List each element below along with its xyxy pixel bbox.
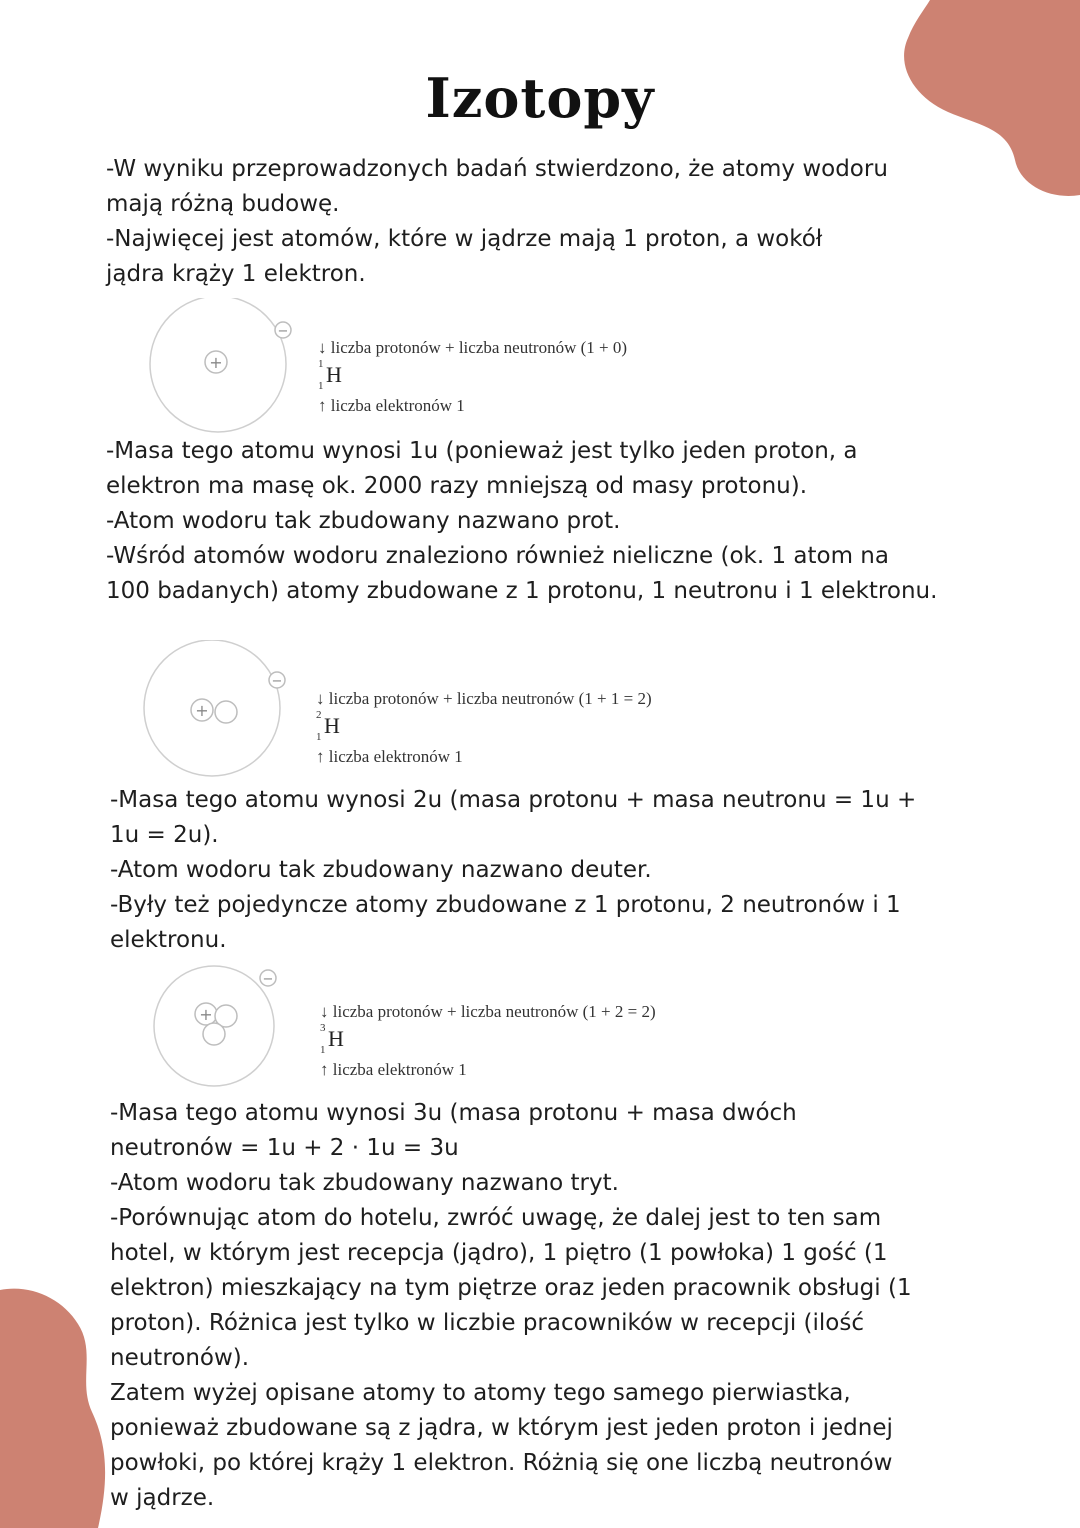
electron-icon: − <box>262 972 274 987</box>
text-line: elektron ma masę ok. 2000 razy mniejszą od masy protonu). <box>106 473 808 499</box>
notation-top-label: ↓ liczba protonów + liczba neutronów (1 + 0) <box>318 338 628 357</box>
text-line: -Porównując atom do hotelu, zwróć uwagę, że dalej jest to ten sam <box>110 1205 882 1231</box>
text-line: -W wyniku przeprowadzonych badań stwierdzono, że atomy wodoru <box>106 156 888 182</box>
tritium-atom-diagram <box>146 964 286 1094</box>
atomic-number: 1 <box>318 380 324 392</box>
isotope-symbol <box>318 358 358 398</box>
notation-bottom-label: ↑ liczba elektronów 1 <box>318 396 465 415</box>
text-line: neutronów = 1u + 2 · 1u = 3u <box>110 1135 459 1161</box>
proton-icon: + <box>199 1005 213 1024</box>
intro-paragraph <box>106 152 888 292</box>
notation-top-label: ↓ liczba protonów + liczba neutronów (1 + 1 = 2) <box>316 689 652 708</box>
neutron-icon <box>203 1023 225 1045</box>
text-line: -Masa tego atomu wynosi 2u (masa protonu + masa neutronu = 1u + <box>110 787 917 813</box>
tritium-paragraph <box>110 1096 912 1376</box>
text-line: neutronów). <box>110 1345 250 1371</box>
text-line: -Najwięcej jest atomów, które w jądrze mają 1 proton, a wokół <box>106 226 823 252</box>
atomic-number: 1 <box>316 731 322 743</box>
electron-icon: − <box>277 324 289 339</box>
text-line: -Atom wodoru tak zbudowany nazwano prot. <box>106 508 621 534</box>
text-line: -Atom wodoru tak zbudowany nazwano tryt. <box>110 1170 619 1196</box>
mass-number: 3 <box>320 1022 326 1034</box>
text-line: 1u = 2u). <box>110 822 219 848</box>
isotope-symbol <box>320 1022 360 1062</box>
text-line: -Wśród atomów wodoru znaleziono również nieliczne (ok. 1 atom na <box>106 543 889 569</box>
protium-atom-diagram <box>140 298 300 448</box>
mass-number: 2 <box>316 709 322 721</box>
deuterium-atom-diagram <box>138 640 298 790</box>
notation-bottom-label: ↑ liczba elektronów 1 <box>316 747 463 766</box>
proton-icon: + <box>195 701 209 720</box>
protium-notation <box>318 338 718 422</box>
decorative-blob-bottom-left <box>0 1288 110 1528</box>
element-symbol: H <box>326 362 342 387</box>
text-line: -Były też pojedyncze atomy zbudowane z 1 protonu, 2 neutronów i 1 <box>110 892 901 918</box>
text-line: powłoki, po której krąży 1 elektron. Różnią się one liczbą neutronów <box>110 1450 893 1476</box>
deuterium-paragraph <box>110 783 916 958</box>
text-line: mają różną budowę. <box>106 191 340 217</box>
text-line: 100 badanych) atomy zbudowane z 1 protonu, 1 neutronu i 1 elektronu. <box>106 578 938 604</box>
text-line: -Masa tego atomu wynosi 3u (masa protonu + masa dwóch <box>110 1100 797 1126</box>
neutron-icon <box>215 701 237 723</box>
text-line: w jądrze. <box>110 1485 215 1511</box>
text-line: -Masa tego atomu wynosi 1u (ponieważ jest tylko jeden proton, a <box>106 438 858 464</box>
page-title: Izotopy <box>425 66 655 130</box>
isotope-symbol <box>316 709 356 749</box>
text-line: -Atom wodoru tak zbudowany nazwano deuter. <box>110 857 652 883</box>
atomic-number: 1 <box>320 1044 326 1056</box>
tritium-notation <box>320 1002 750 1086</box>
element-symbol: H <box>328 1026 344 1051</box>
text-line: proton). Różnica jest tylko w liczbie pracowników w recepcji (ilość <box>110 1310 864 1336</box>
notation-top-label: ↓ liczba protonów + liczba neutronów (1 + 2 = 2) <box>320 1002 656 1021</box>
electron-icon: − <box>271 674 283 689</box>
conclusion-paragraph <box>110 1376 893 1516</box>
text-line: jądra krąży 1 elektron. <box>106 261 366 287</box>
text-line: elektronu. <box>110 927 227 953</box>
protium-paragraph <box>106 434 937 609</box>
notation-bottom-label: ↑ liczba elektronów 1 <box>320 1060 467 1079</box>
deuterium-notation <box>316 689 746 773</box>
text-line: hotel, w którym jest recepcja (jądro), 1 piętro (1 powłoka) 1 gość (1 <box>110 1240 888 1266</box>
text-line: ponieważ zbudowane są z jądra, w którym jest jeden proton i jednej <box>110 1415 893 1441</box>
text-line: elektron) mieszkający na tym piętrze oraz jeden pracownik obsługi (1 <box>110 1275 912 1301</box>
proton-icon: + <box>209 353 223 372</box>
mass-number: 1 <box>318 358 324 370</box>
text-line: Zatem wyżej opisane atomy to atomy tego samego pierwiastka, <box>110 1380 851 1406</box>
element-symbol: H <box>324 713 340 738</box>
